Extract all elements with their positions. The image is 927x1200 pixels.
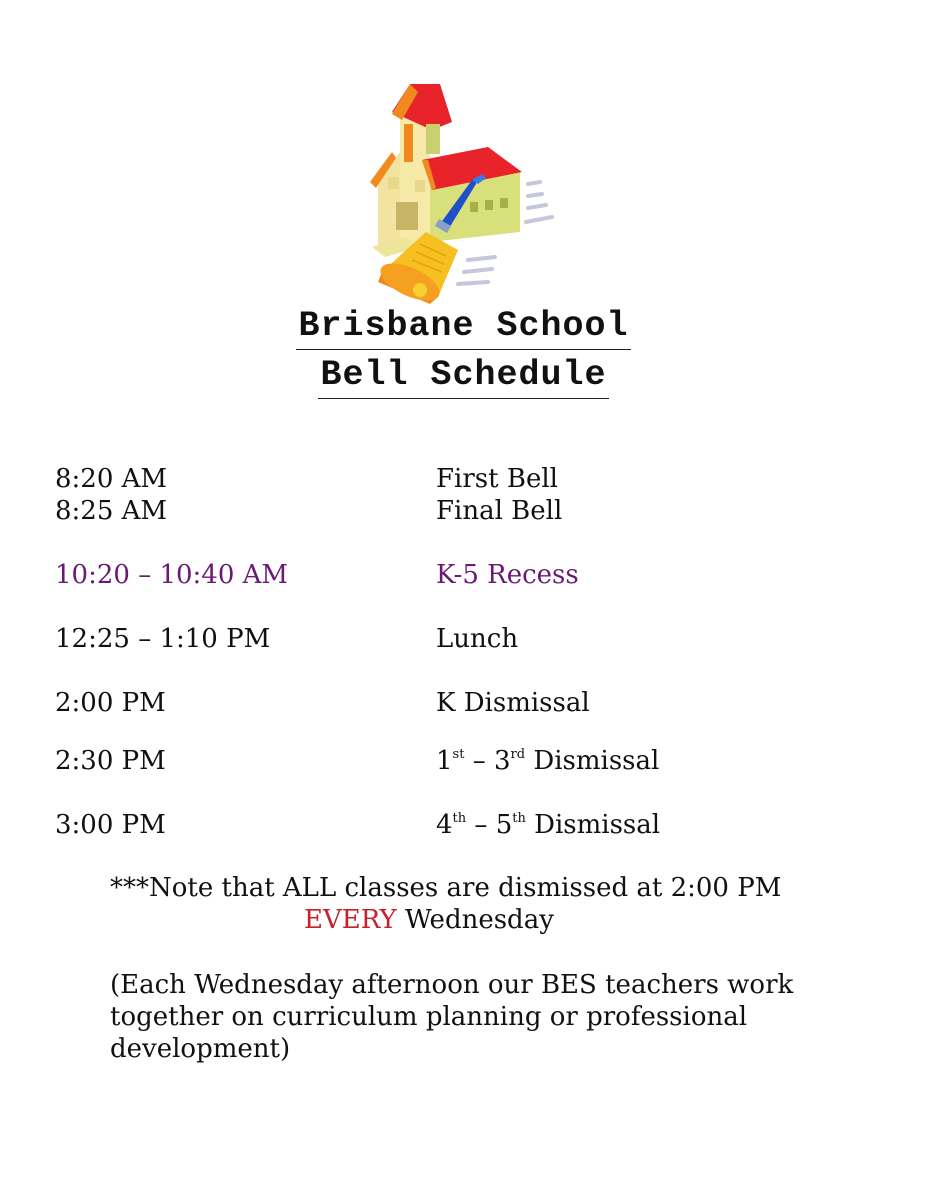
schedule-time: 10:20 – 10:40 AM xyxy=(55,560,289,590)
page-title-line1: Brisbane School xyxy=(0,305,927,350)
schedule-time: 2:00 PM xyxy=(55,688,166,718)
explanation-line: (Each Wednesday afternoon our BES teachers work xyxy=(110,970,794,1000)
schedule-event: K-5 Recess xyxy=(436,560,579,590)
schedule-event: 4th – 5th Dismissal xyxy=(436,810,661,840)
schedule-event: K Dismissal xyxy=(436,688,590,718)
schedule-event: Final Bell xyxy=(436,496,563,526)
schedule-event: Lunch xyxy=(436,624,519,654)
explanation-line: development) xyxy=(110,1034,291,1064)
schedule-time: 8:25 AM xyxy=(55,496,168,526)
school-bell-icon xyxy=(360,72,570,307)
explanation-line: together on curriculum planning or professional xyxy=(110,1002,748,1032)
wednesday-note-line2: EVERY Wednesday xyxy=(304,905,554,935)
schedule-time: 8:20 AM xyxy=(55,464,168,494)
schedule-event: First Bell xyxy=(436,464,558,494)
schedule-event: 1st – 3rd Dismissal xyxy=(436,746,660,776)
schedule-time: 2:30 PM xyxy=(55,746,166,776)
wednesday-note: ***Note that ALL classes are dismissed at 2:00 PM xyxy=(110,873,782,903)
schedule-time: 12:25 – 1:10 PM xyxy=(55,624,271,654)
schedule-time: 3:00 PM xyxy=(55,810,166,840)
schoolhouse-bell-illustration xyxy=(360,72,570,307)
every-highlight: EVERY xyxy=(304,905,397,935)
page-title-line2: Bell Schedule xyxy=(0,354,927,399)
